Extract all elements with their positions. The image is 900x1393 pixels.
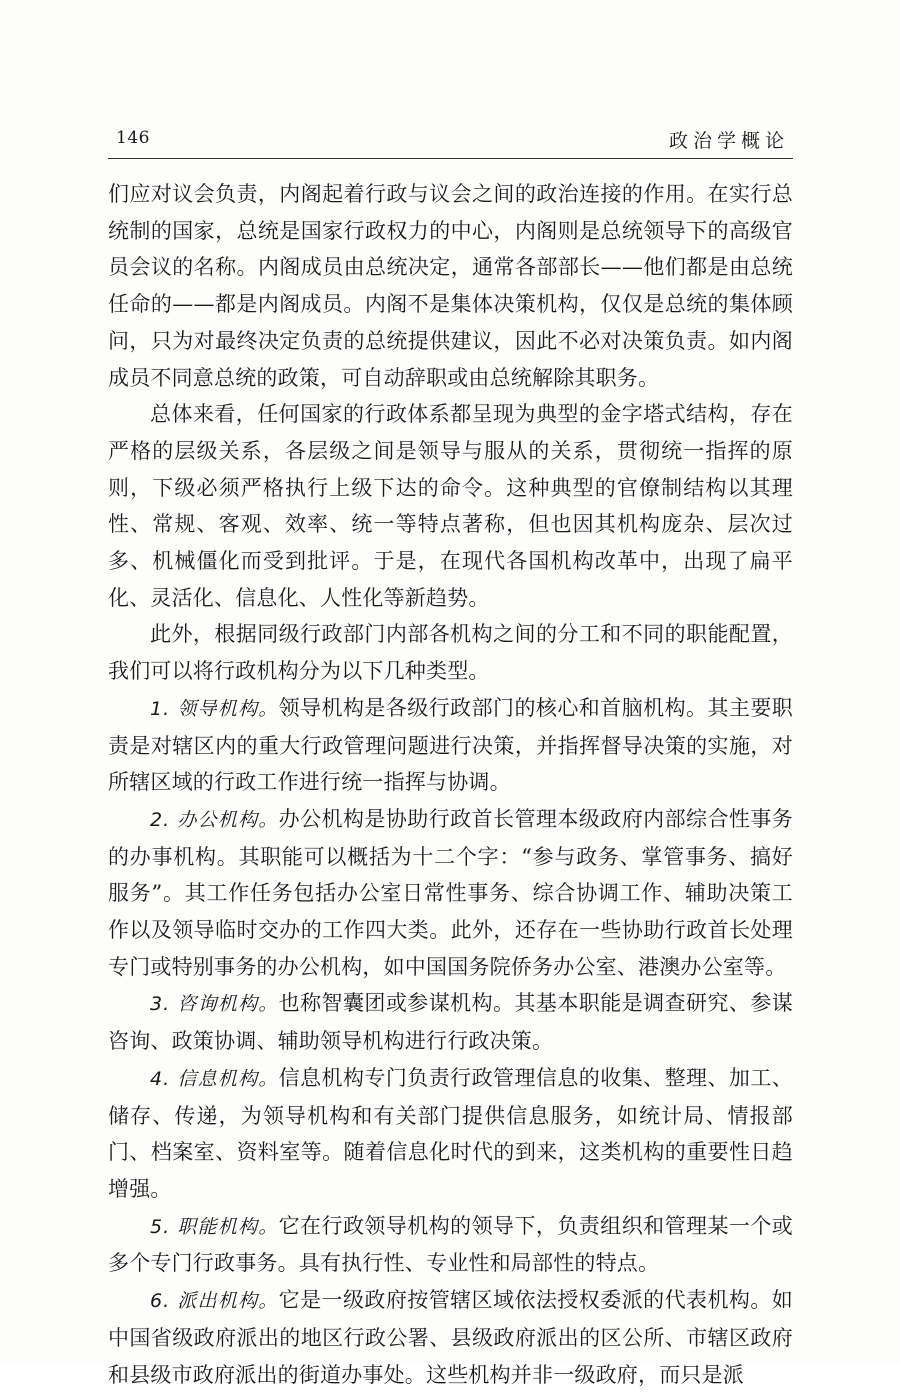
paragraph-text: 总体来看，任何国家的行政体系都呈现为典型的金字塔式结构，存在严格的层级关系，各层级之间是领导与服从的关系，贯彻统一指挥的原则，下级必须严格执行上级下达的命令。这种典型的官僚制结构以其理性、常规、客观、效率、统一等特点著称，但也因其机构庞杂、层次过多、机械僵化而受到批评。于是，在现代各国机构改革中，出现了扁平化、灵活化、信息化、人性化等新趋势。 <box>108 402 793 610</box>
paragraph-text: 们应对议会负责，内阁起着行政与议会之间的政治连接的作用。在实行总统制的国家，总统是国家行政权力的中心，内阁则是总统领导下的高级官员会议的名称。内阁成员由总统决定，通常各部部长——他们都是由总统任命的——都是内阁成员。内阁不是集体决策机构，仅仅是总统的集体顾问，只为对最终决定负责的总统提供建议，因此不必对决策负责。如内阁成员不同意总统的政策，可自动辞职或由总统解除其职务。 <box>108 182 793 390</box>
item-title: 2. 办公机构。 <box>150 808 279 831</box>
item-text: 也称智囊团或参谋机构。其基本职能是调查研究、参谋咨询、政策协调、辅助领导机构进行行政决策。 <box>108 991 793 1054</box>
item-text: 它是一级政府按管辖区域依法授权委派的代表机构。如中国省级政府派出的地区行政公署、县级政府派出的区公所、市辖区政府和县级市政府派出的街道办事处。这些机构并非一级政府，而只是派 <box>108 1288 793 1387</box>
book-title: 政治学概论 <box>668 130 789 152</box>
item-title: 5. 职能机构。 <box>150 1215 279 1238</box>
body-text <box>108 176 793 1393</box>
item-title: 4. 信息机构。 <box>150 1067 279 1090</box>
item-title: 1. 领导机构。 <box>150 697 279 720</box>
list-item-information <box>108 1060 793 1208</box>
list-item-dispatched <box>108 1282 793 1393</box>
list-item-leadership <box>108 690 793 801</box>
paragraph-pyramid-structure <box>108 396 793 616</box>
paragraph-text: 此外，根据同级行政部门内部各机构之间的分工和不同的职能配置，我们可以将行政机构分为以下几种类型。 <box>108 622 793 684</box>
paragraph-types-intro <box>108 616 793 689</box>
page-number: 146 <box>116 128 150 148</box>
item-text: 信息机构专门负责行政管理信息的收集、整理、加工、储存、传递，为领导机构和有关部门提供信息服务，如统计局、情报部门、档案室、资料室等。随着信息化时代的到来，这类机构的重要性日趋增强。 <box>108 1065 793 1201</box>
item-text: 它在行政领导机构的领导下，负责组织和管理某一个或多个专门行政事务。具有执行性、专业性和局部性的特点。 <box>108 1213 793 1276</box>
paragraph-cabinet-intro <box>108 176 793 396</box>
running-head <box>108 122 793 156</box>
item-title: 6. 派出机构。 <box>150 1290 279 1313</box>
item-title: 3. 咨询机构。 <box>150 993 279 1016</box>
list-item-functional <box>108 1208 793 1282</box>
item-text: 领导机构是各级行政部门的核心和首脑机构。其主要职责是对辖区内的重大行政管理问题进行决策，并指挥督导决策的实施，对所辖区域的行政工作进行统一指挥与协调。 <box>108 695 793 795</box>
item-text: 办公机构是协助行政首长管理本级政府内部综合性事务的办事机构。其职能可以概括为十二个字：“参与政务、掌管事务、搞好服务”。其工作任务包括办公室日常性事务、综合协调工作、辅助决策工作以及领导临时交办的工作四大类。此外，还存在一些协助行政首长处理专门或特别事务的办公机构，如中国国务院侨务办公室、港澳办公室等。 <box>108 806 793 979</box>
list-item-office <box>108 801 793 986</box>
list-item-advisory <box>108 985 793 1059</box>
header-rule <box>108 158 793 159</box>
